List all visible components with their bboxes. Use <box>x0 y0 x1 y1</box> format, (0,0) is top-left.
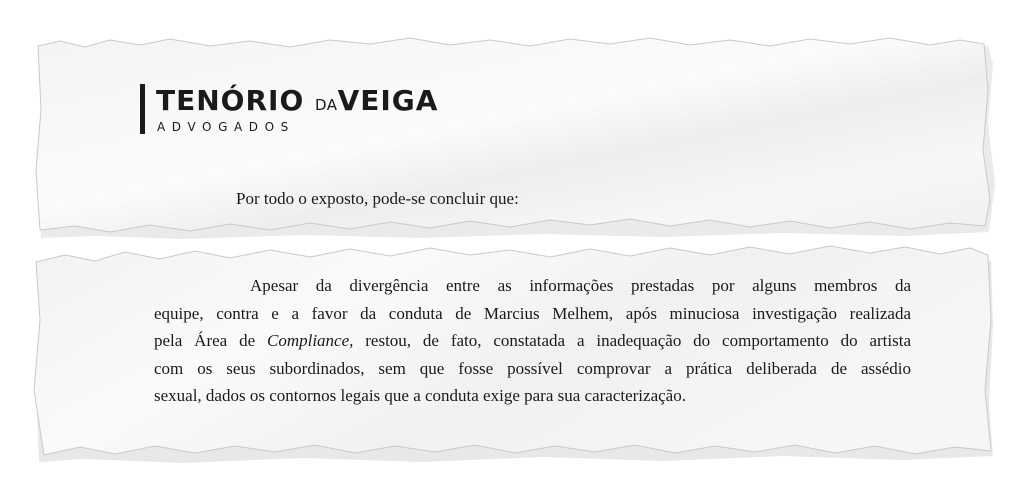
paragraph-line: com os seus subordinados, sem que fosse possível comprovar a prática deliberada de assédio <box>154 358 911 378</box>
logo-name <box>156 84 438 122</box>
logo-name-part2: DA <box>315 96 338 114</box>
paragraph-line: Apesar da divergência entre as informações prestadas por alguns membros da <box>250 276 911 295</box>
paragraph-text: , restou, de fato, constatada a inadequação do comportamento do artista <box>349 331 911 351</box>
logo-subtitle: ADVOGADOS <box>157 120 295 134</box>
intro-sentence: Por todo o exposto, pode-se concluir que: <box>236 189 519 208</box>
logo-bar <box>140 84 145 134</box>
paragraph-line: sexual, dados os contornos legais que a conduta exige para sua caracterização. <box>154 386 686 406</box>
law-firm-logo <box>140 84 440 140</box>
logo-name-part3: VEIGA <box>337 84 439 117</box>
conclusion-paragraph <box>154 272 911 410</box>
paragraph-text: pela Área de <box>154 331 267 351</box>
paragraph-line: equipe, contra e a favor da conduta de Marcius Melhem, após minuciosa investigação realizada <box>154 303 911 323</box>
paragraph-line <box>154 327 911 355</box>
logo-name-part1: TENÓRIO <box>156 84 305 117</box>
compliance-term: Compliance <box>266 331 350 351</box>
